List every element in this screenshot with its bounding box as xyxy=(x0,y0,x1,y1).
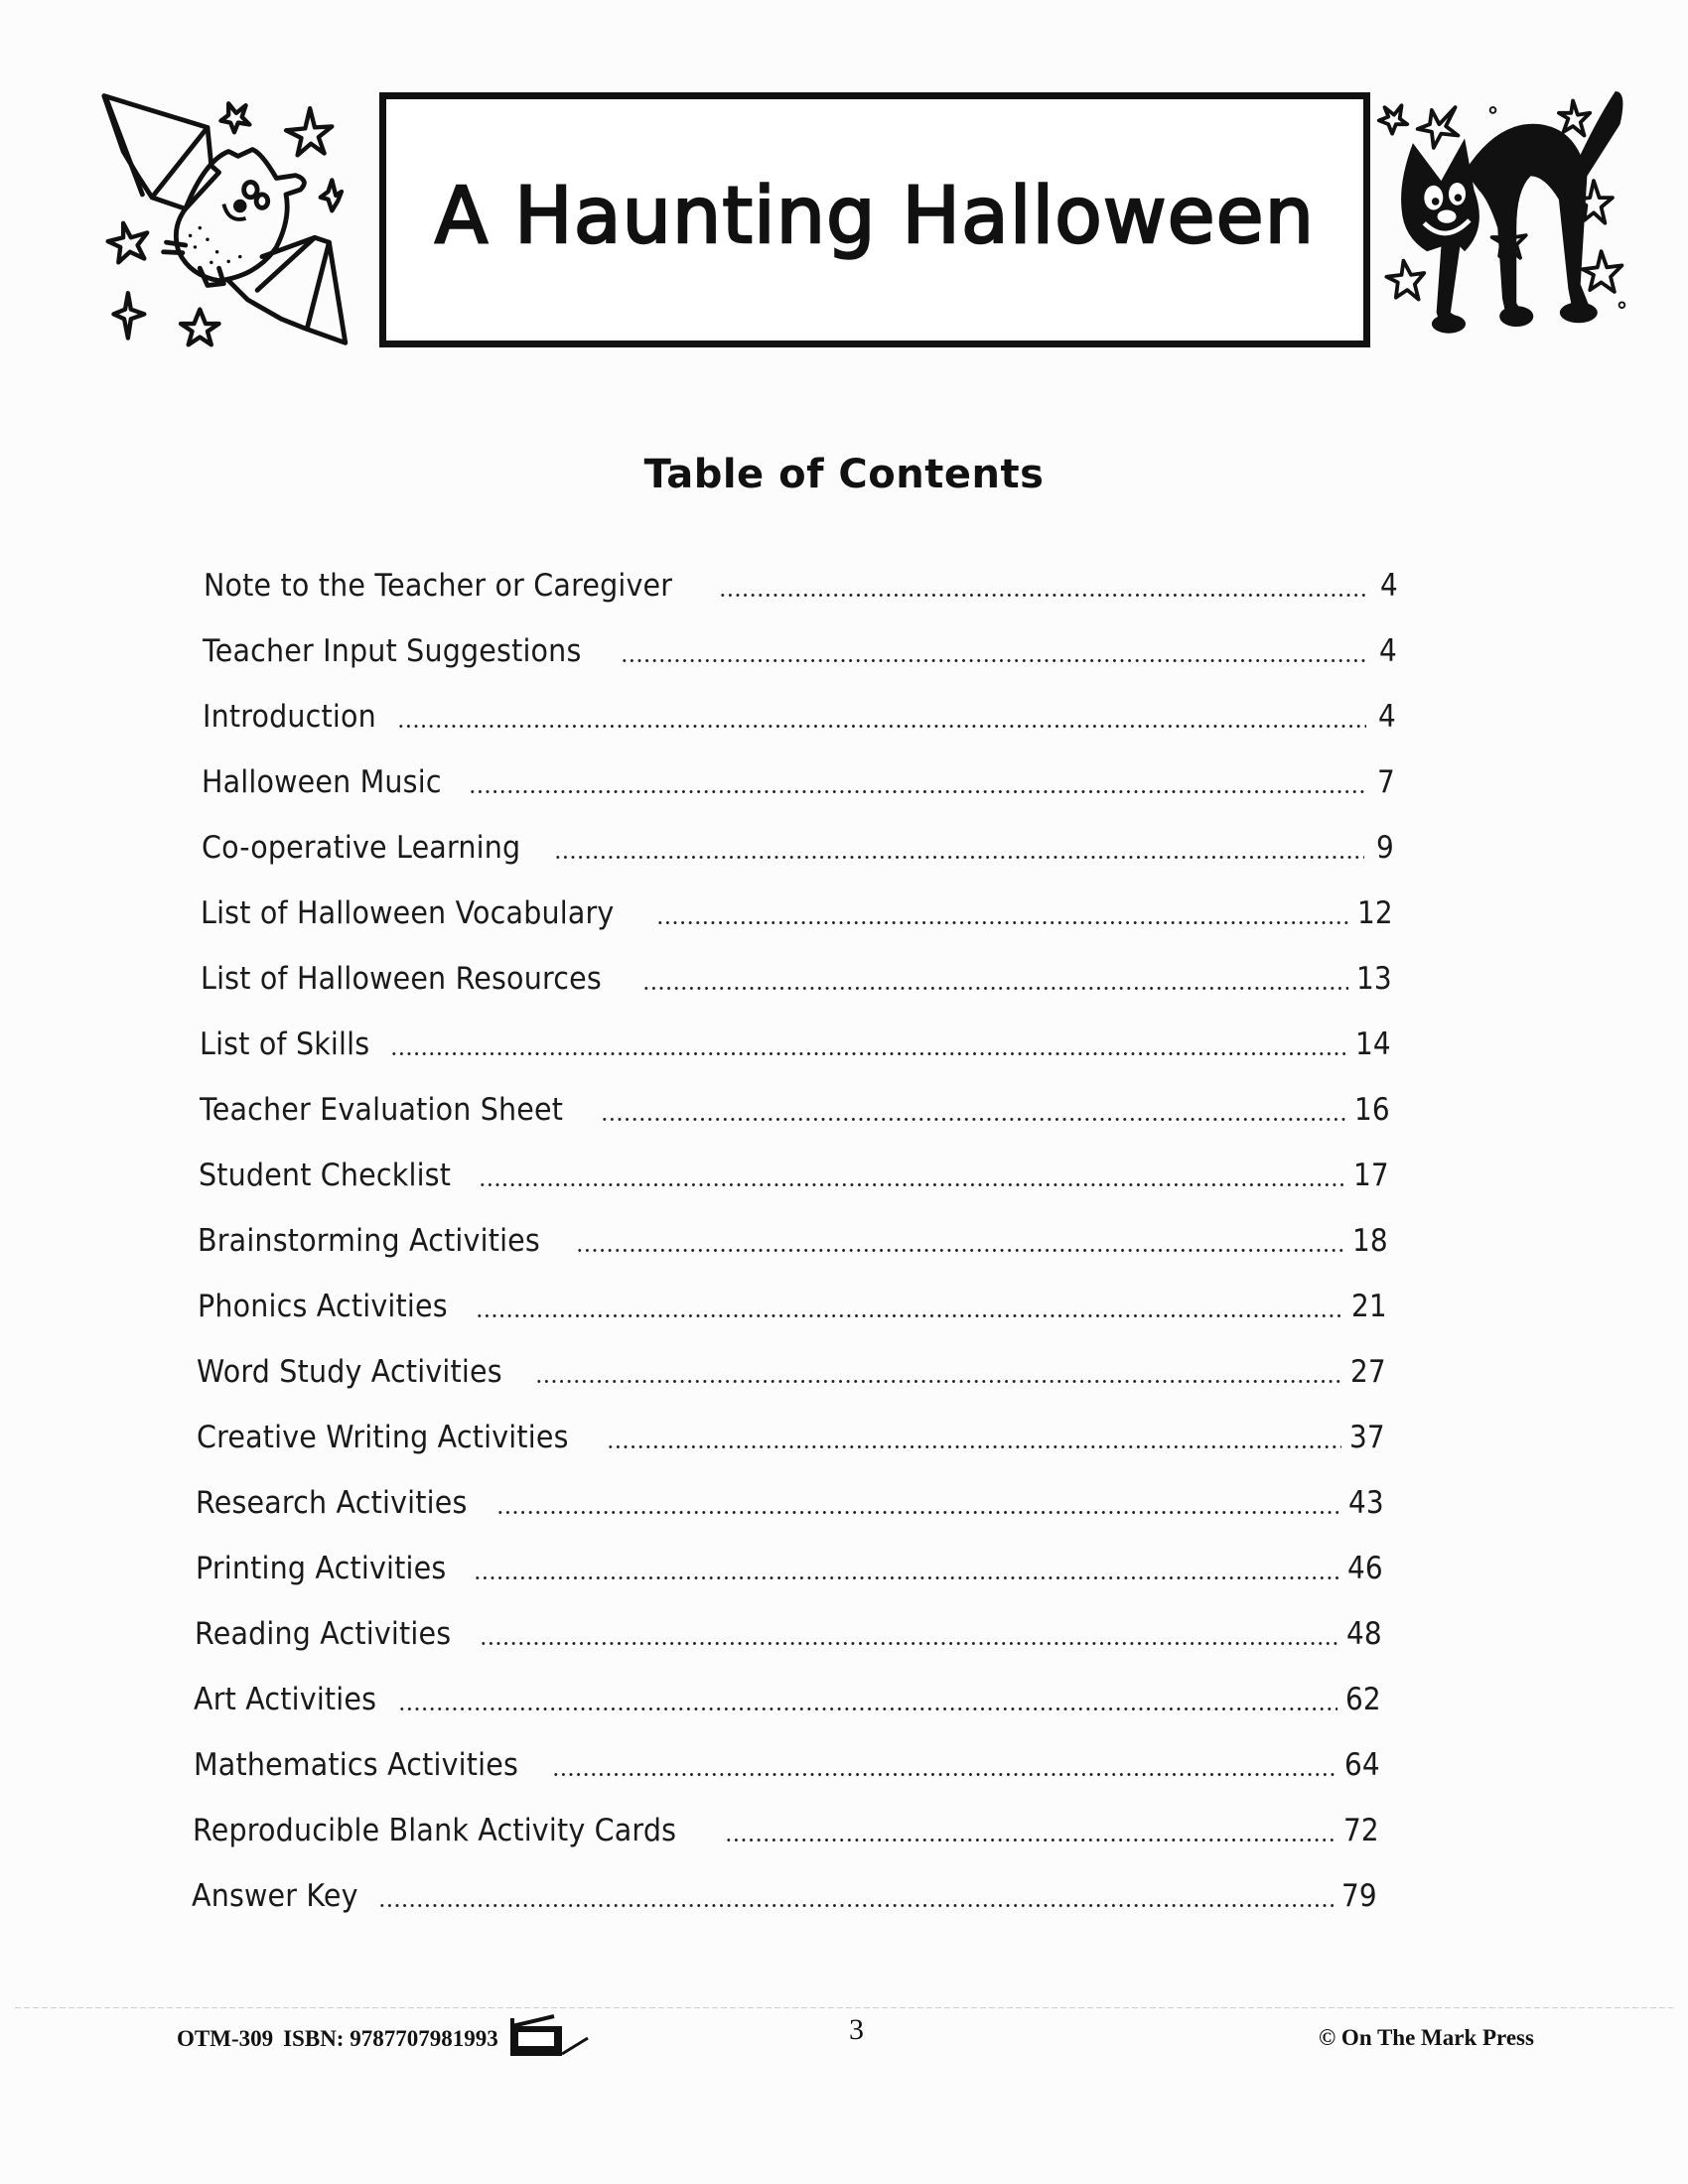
copyright-notice: © On The Mark Press xyxy=(1319,2025,1534,2050)
toc-entry[interactable] xyxy=(201,884,1393,931)
toc-entry-label: Introduction xyxy=(203,699,376,735)
toc-entry[interactable] xyxy=(203,621,1397,669)
toc-entry-page: 4 xyxy=(1379,633,1397,669)
toc-entry[interactable] xyxy=(198,1211,1388,1259)
dot-leader xyxy=(576,1249,1344,1252)
toc-entry-page: 9 xyxy=(1376,830,1394,866)
toc-entry[interactable] xyxy=(196,1539,1383,1586)
toc-entry-label: List of Skills xyxy=(200,1026,370,1062)
toc-entry-label: Art Activities xyxy=(194,1682,377,1717)
toc-entry-page: 7 xyxy=(1377,764,1395,800)
toc-entry-label: Student Checklist xyxy=(199,1158,452,1193)
toc-entry-page: 46 xyxy=(1347,1551,1383,1586)
toc-entry-label: Halloween Music xyxy=(202,764,442,800)
toc-entry-page: 18 xyxy=(1352,1223,1388,1259)
product-code: OTM-309 xyxy=(177,2026,274,2051)
toc-entry-label: Brainstorming Activities xyxy=(198,1223,540,1259)
toc-entry-label: Co-operative Learning xyxy=(202,830,521,866)
toc-entry-label: Research Activities xyxy=(196,1485,468,1521)
toc-entry[interactable] xyxy=(202,752,1395,800)
toc-entry[interactable] xyxy=(192,1866,1377,1914)
toc-entry-page: 14 xyxy=(1355,1026,1391,1062)
dot-leader xyxy=(496,1511,1340,1514)
toc-entry-page: 12 xyxy=(1357,895,1393,931)
toc-entry-page: 37 xyxy=(1349,1420,1385,1455)
toc-entry[interactable] xyxy=(194,1670,1381,1717)
toc-entry-label: Creative Writing Activities xyxy=(197,1420,569,1455)
toc-entry[interactable] xyxy=(198,1277,1387,1324)
toc-entry[interactable] xyxy=(199,1146,1389,1193)
toc-entry-label: List of Halloween Resources xyxy=(201,961,602,997)
toc-entry-label: Word Study Activities xyxy=(197,1354,502,1390)
toc-entry-page: 43 xyxy=(1348,1485,1384,1521)
dot-leader xyxy=(390,1052,1347,1055)
dot-leader xyxy=(554,856,1364,859)
toc-entry-label: Mathematics Activities xyxy=(194,1747,519,1783)
toc-entry[interactable] xyxy=(195,1604,1382,1652)
toc-entry-page: 27 xyxy=(1350,1354,1386,1390)
photocopier-icon xyxy=(508,2014,592,2058)
toc-entry-page: 4 xyxy=(1380,568,1398,604)
dot-leader xyxy=(607,1445,1341,1448)
toc-entry-label: Answer Key xyxy=(192,1878,358,1914)
dot-leader xyxy=(642,987,1348,990)
toc-entry[interactable] xyxy=(200,1015,1391,1062)
toc-entry[interactable] xyxy=(197,1408,1385,1455)
toc-entry[interactable] xyxy=(193,1801,1379,1848)
dot-leader xyxy=(397,725,1366,728)
toc-entry-page: 79 xyxy=(1341,1878,1377,1914)
book-title: A Haunting Halloween xyxy=(434,171,1316,261)
toc-entry-page: 21 xyxy=(1351,1289,1387,1324)
toc-entry-page: 64 xyxy=(1344,1747,1380,1783)
dot-leader xyxy=(479,1183,1345,1186)
toc-entry-label: Teacher Input Suggestions xyxy=(203,633,582,669)
toc-entry[interactable] xyxy=(204,556,1398,604)
page-number: 3 xyxy=(849,2013,864,2046)
dot-leader xyxy=(480,1642,1338,1645)
toc-entry-label: Printing Activities xyxy=(196,1551,447,1586)
title-banner xyxy=(379,92,1370,347)
toc-entry-page: 62 xyxy=(1345,1682,1381,1717)
dot-leader xyxy=(535,1380,1343,1383)
toc-entry-page: 16 xyxy=(1354,1092,1390,1128)
dot-leader xyxy=(476,1314,1344,1317)
toc-entry[interactable] xyxy=(203,687,1396,735)
bat-illustration-icon xyxy=(94,84,372,352)
black-cat-illustration-icon xyxy=(1375,84,1648,352)
dot-leader xyxy=(725,1839,1336,1842)
toc-entry[interactable] xyxy=(200,1080,1390,1128)
toc-entry[interactable] xyxy=(196,1473,1384,1521)
toc-entry-page: 4 xyxy=(1378,699,1396,735)
dot-leader xyxy=(621,659,1367,662)
toc-entry-page: 48 xyxy=(1346,1616,1382,1652)
footer-divider xyxy=(15,2007,1673,2008)
toc-entry-label: Reproducible Blank Activity Cards xyxy=(193,1813,677,1848)
toc-entry-label: Phonics Activities xyxy=(198,1289,448,1324)
toc-entry-page: 72 xyxy=(1343,1813,1379,1848)
toc-entry-page: 13 xyxy=(1356,961,1392,997)
dot-leader xyxy=(656,921,1349,924)
toc-entry[interactable] xyxy=(194,1735,1380,1783)
dot-leader xyxy=(474,1576,1339,1579)
toc-entry-label: Note to the Teacher or Caregiver xyxy=(204,568,673,604)
dot-leader xyxy=(719,594,1368,597)
toc-entry[interactable] xyxy=(197,1342,1386,1390)
footer-publication-info xyxy=(177,2020,592,2058)
toc-heading: Table of Contents xyxy=(643,452,1045,497)
toc-entry[interactable] xyxy=(201,949,1392,997)
toc-entry[interactable] xyxy=(202,818,1394,866)
toc-entry-label: Teacher Evaluation Sheet xyxy=(200,1092,564,1128)
toc-entry-page: 17 xyxy=(1353,1158,1389,1193)
dot-leader xyxy=(552,1773,1336,1776)
dot-leader xyxy=(378,1904,1334,1907)
toc-entry-label: List of Halloween Vocabulary xyxy=(201,895,615,931)
toc-entry-label: Reading Activities xyxy=(195,1616,452,1652)
dot-leader xyxy=(469,790,1365,793)
dot-leader xyxy=(601,1118,1346,1121)
isbn: ISBN: 9787707981993 xyxy=(283,2026,498,2051)
dot-leader xyxy=(398,1707,1337,1710)
